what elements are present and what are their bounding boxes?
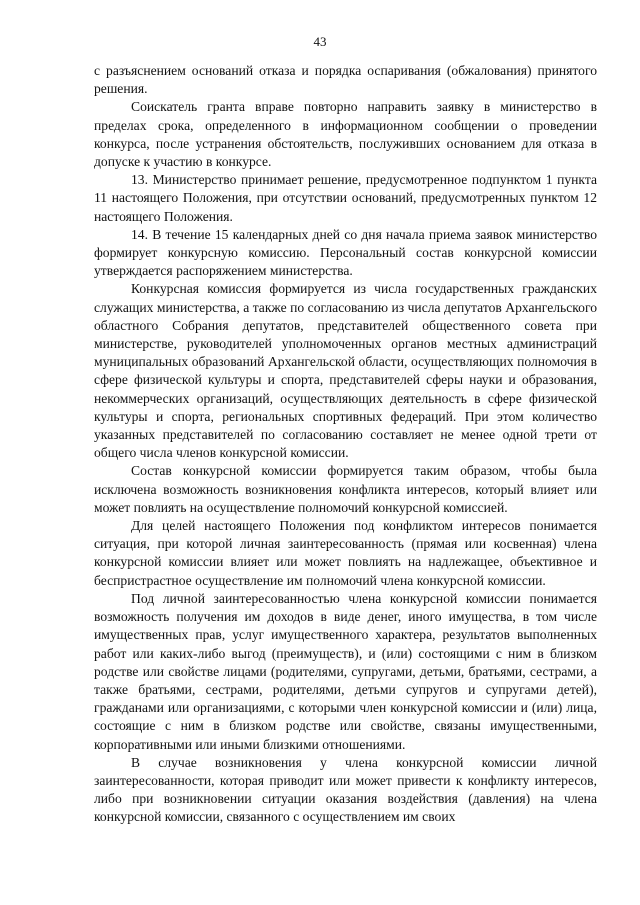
paragraph-personal-interest: Под личной заинтересованностью члена конкурсной комиссии понимается возможность получения им доходов в виде денег, иного имущества, в том числе имущественных прав, услуг имущественного характера, результатов выполненных работ или каких-либо выгод (преимуществ), и (или) состоящими с ним в близком родстве или свойстве лицами (родителями, супругами, детьми, братьями, сестрами, а также братьями, сестрами, родителями, детьми супругов и супругами детей), гражданами или организациями, с которыми член конкурсной комиссии и (или) лица, состоящие с ним в близком родстве или свойстве, связаны имущественными, корпоративными или иными близкими отношениями. <box>94 590 597 752</box>
paragraph-interest-occurrence: В случае возникновения у члена конкурсной комиссии личной заинтересованности, которая приводит или может привести к конфликту интересов, либо при возникновении ситуации оказания воздействия (давления) на члена конкурсной комиссии, связанного с осуществлением им своих <box>94 754 597 825</box>
paragraph-reapply: Соискатель гранта вправе повторно направить заявку в министерство в пределах срока, определенного в информационном сообщении о проведении конкурса, после устранения обстоятельств, послуживших основанием для отказа в допуске к участию в конкурсе. <box>94 99 597 170</box>
paragraph-conflict-exclusion: Состав конкурсной комиссии формируется таким образом, чтобы была исключена возможность возникновения конфликта интересов, который влияет или может повлиять на осуществление полномочий конкурсной комиссией. <box>94 463 597 515</box>
document-body <box>94 62 597 827</box>
paragraph-conflict-definition: Для целей настоящего Положения под конфликтом интересов понимается ситуация, при которой личная заинтересованность (прямая или косвенная) члена конкурсной комиссии влияет или может повлиять на надлежащее, объективное и беспристрастное осуществление им полномочий члена конкурсной комиссии. <box>94 518 597 588</box>
paragraph-commission-composition: Конкурсная комиссия формируется из числа государственных гражданских служащих министерства, а также по согласованию из числа депутатов Архангельского областного Собрания депутатов, представителей общественного совета при министерстве, руководителей уполномоченных органов местных администраций муниципальных образований Архангельской области, осуществляющих полномочия в сфере физической культуры и спорта, представителей сферы науки и образования, некоммерческих организаций, осуществляющих деятельность в сфере физической культуры и спорта, региональных спортивных федераций. При этом количество указанных представителей по согласованию составляет не менее одной трети от общего числа членов конкурсной комиссии. <box>94 281 597 461</box>
page-number: 43 <box>313 34 327 49</box>
paragraph-continuation: с разъяснением оснований отказа и порядка оспаривания (обжалования) принятого решения. <box>94 63 597 97</box>
paragraph-item-14: 14. В течение 15 календарных дней со дня начала приема заявок министерство формирует конкурсную комиссию. Персональный состав конкурсной комиссии утверждается распоряжением министерства. <box>94 226 597 279</box>
paragraph-item-13: 13. Министерство принимает решение, предусмотренное подпунктом 1 пункта 11 настоящего Положения, при отсутствии оснований, предусмотренных пунктом 12 настоящего Положения. <box>94 172 597 224</box>
